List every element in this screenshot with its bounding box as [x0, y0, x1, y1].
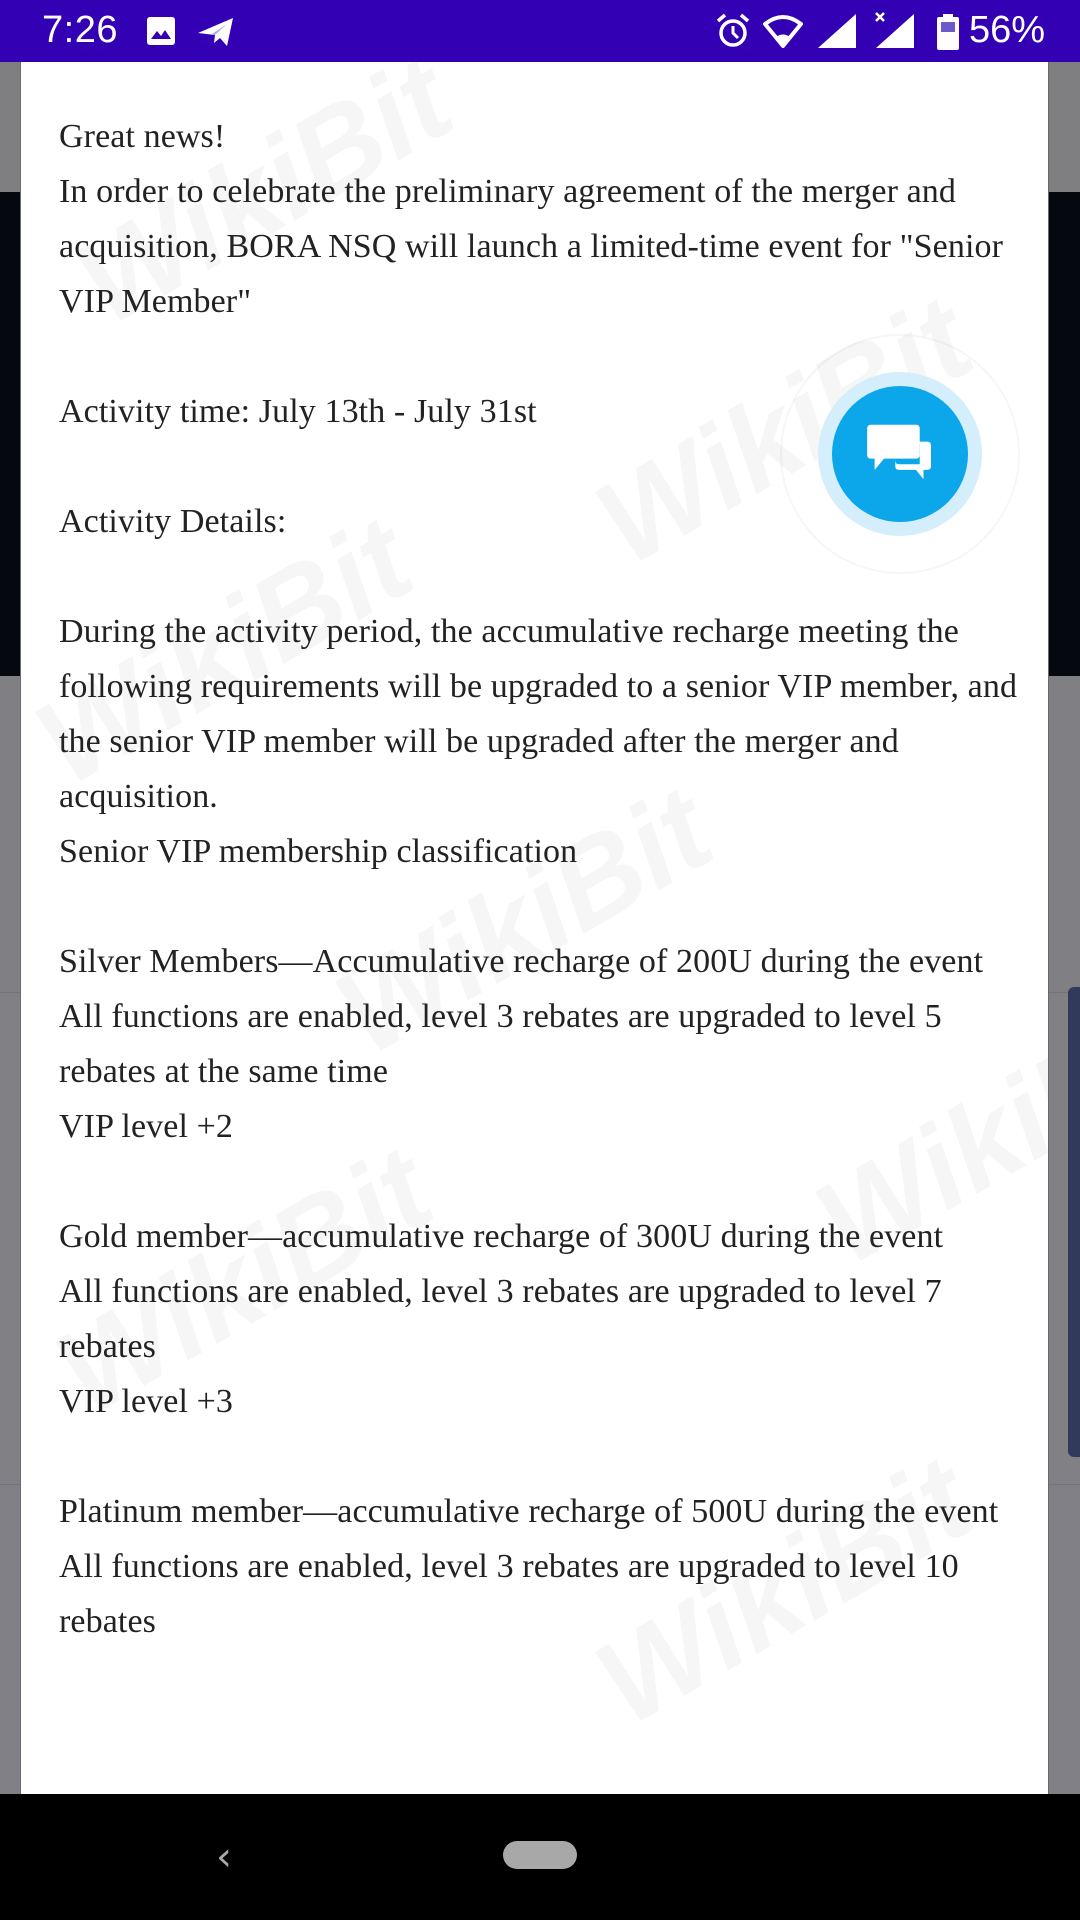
wifi-icon — [763, 14, 803, 53]
alarm-icon — [716, 13, 750, 54]
tier-benefit: All functions are enabled, level 3 rebates are upgraded to level 7 rebates — [59, 1273, 942, 1365]
tier-vip-level: VIP level +2 — [59, 1108, 233, 1145]
tier-gold — [59, 1209, 1019, 1429]
image-icon — [146, 16, 176, 51]
tier-silver — [59, 934, 1019, 1154]
activity-description-text: During the activity period, the accumulative recharge meeting the following requirements will be upgraded to a senior VIP member, and the senior VIP member will be upgraded after the merger and acquisition. — [59, 613, 1018, 815]
scrollbar-thumb[interactable] — [1068, 987, 1080, 1457]
telegram-icon — [196, 16, 236, 53]
chat-bubbles-icon — [867, 421, 933, 487]
tier-requirement: Platinum member—accumulative recharge of 500U during the event — [59, 1493, 999, 1530]
battery-icon — [937, 14, 959, 55]
activity-time: Activity time: July 13th - July 31st — [59, 393, 537, 430]
classification-heading: Senior VIP membership classification — [59, 833, 578, 870]
chat-button[interactable] — [832, 386, 968, 522]
tier-requirement: Silver Members—Accumulative recharge of 200U during the event — [59, 943, 984, 980]
tier-benefit: All functions are enabled, level 3 rebates are upgraded to level 10 rebates — [59, 1548, 959, 1640]
home-pill-icon[interactable] — [503, 1841, 577, 1869]
tier-platinum — [59, 1484, 1019, 1649]
announcement-dialog — [20, 62, 1049, 1794]
activity-details-heading: Activity Details: — [59, 503, 287, 540]
battery-percent: 56% — [969, 9, 1046, 51]
activity-description — [59, 604, 1019, 879]
signal-icon — [818, 14, 858, 55]
announcement-body — [59, 109, 1019, 1649]
intro-text: In order to celebrate the preliminary agreement of the merger and acquisition, BORA NSQ will launch a limited-time event for "Senior VIP Member" — [59, 173, 1004, 320]
navigation-bar — [0, 1794, 1080, 1920]
back-icon[interactable]: ‹ — [216, 1834, 232, 1880]
status-time: 7:26 — [42, 9, 118, 51]
tier-requirement: Gold member—accumulative recharge of 300U during the event — [59, 1218, 944, 1255]
greeting-text: Great news! — [59, 118, 226, 155]
tier-vip-level: VIP level +3 — [59, 1383, 233, 1420]
signal-no-data-icon — [872, 10, 916, 55]
status-bar — [0, 0, 1080, 62]
intro-paragraph — [59, 109, 1019, 329]
tier-benefit: All functions are enabled, level 3 rebates are upgraded to level 5 rebates at the same time — [59, 998, 942, 1090]
